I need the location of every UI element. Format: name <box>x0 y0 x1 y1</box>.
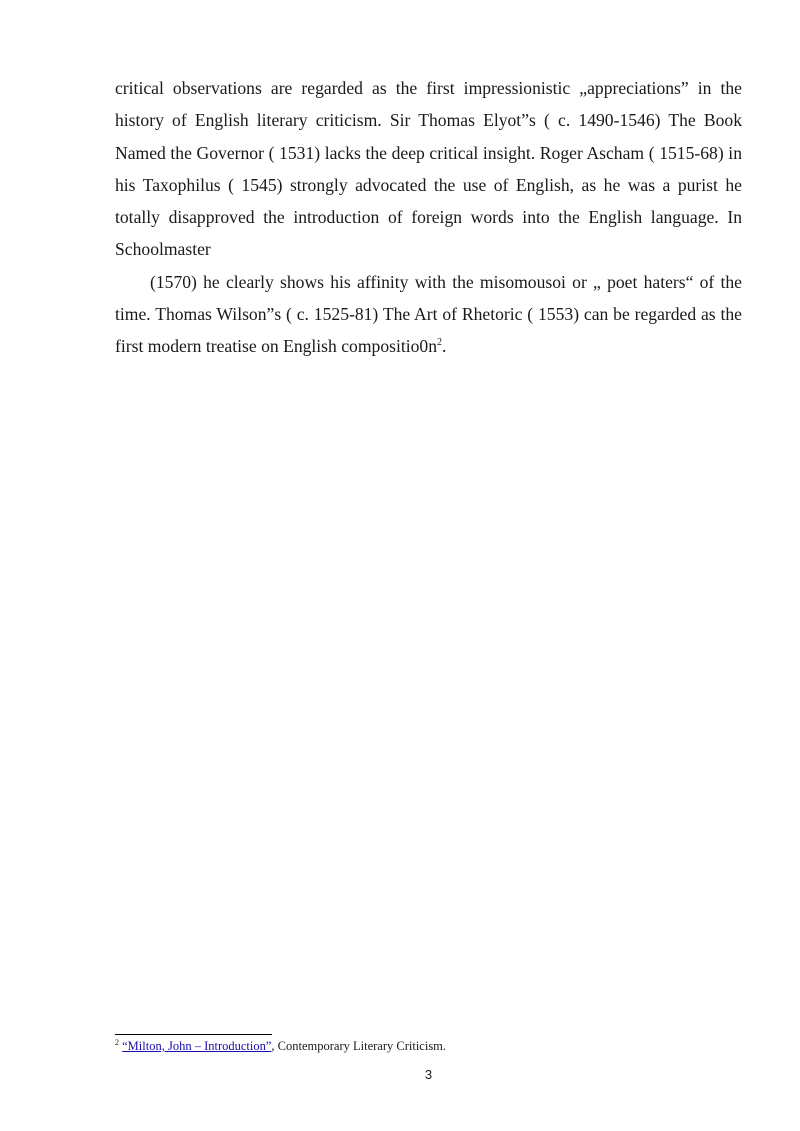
paragraph-2-text: (1570) he clearly shows his affinity with the misomousoi or „ poet haters“ of the time. Thomas Wilson”s ( c. 1525-81) The Art of Rhetoric ( 1553) can be regarded as the first modern treatise on English compositio0n <box>115 271 742 357</box>
footnote <box>115 1038 446 1054</box>
paragraph-1 <box>115 72 742 266</box>
footnote-marker: 2 <box>115 1037 119 1047</box>
footnote-link[interactable]: “Milton, John – Introduction” <box>122 1039 272 1053</box>
page-number: 3 <box>424 1067 433 1082</box>
footnote-separator <box>115 1034 272 1035</box>
body-text <box>115 72 742 363</box>
paragraph-2-end: . <box>442 336 447 357</box>
footnote-reference[interactable]: 2 <box>437 337 443 349</box>
paragraph-1-text: critical observations are regarded as the first impressionistic „appreciations” in the history of English literary criticism. Sir Thomas Elyot”s ( c. 1490-1546) The Book Named the Governor ( 1531) lacks the deep critical insight. Roger Ascham ( 1515-68) in his Taxophilus ( 1545) strongly advocated the use of English, as he was a purist he totally disapproved the introduction of foreign words into the English language. In Schoolmaster <box>115 78 742 260</box>
paragraph-2 <box>115 266 742 363</box>
footnote-source: , Contemporary Literary Criticism. <box>271 1039 447 1053</box>
